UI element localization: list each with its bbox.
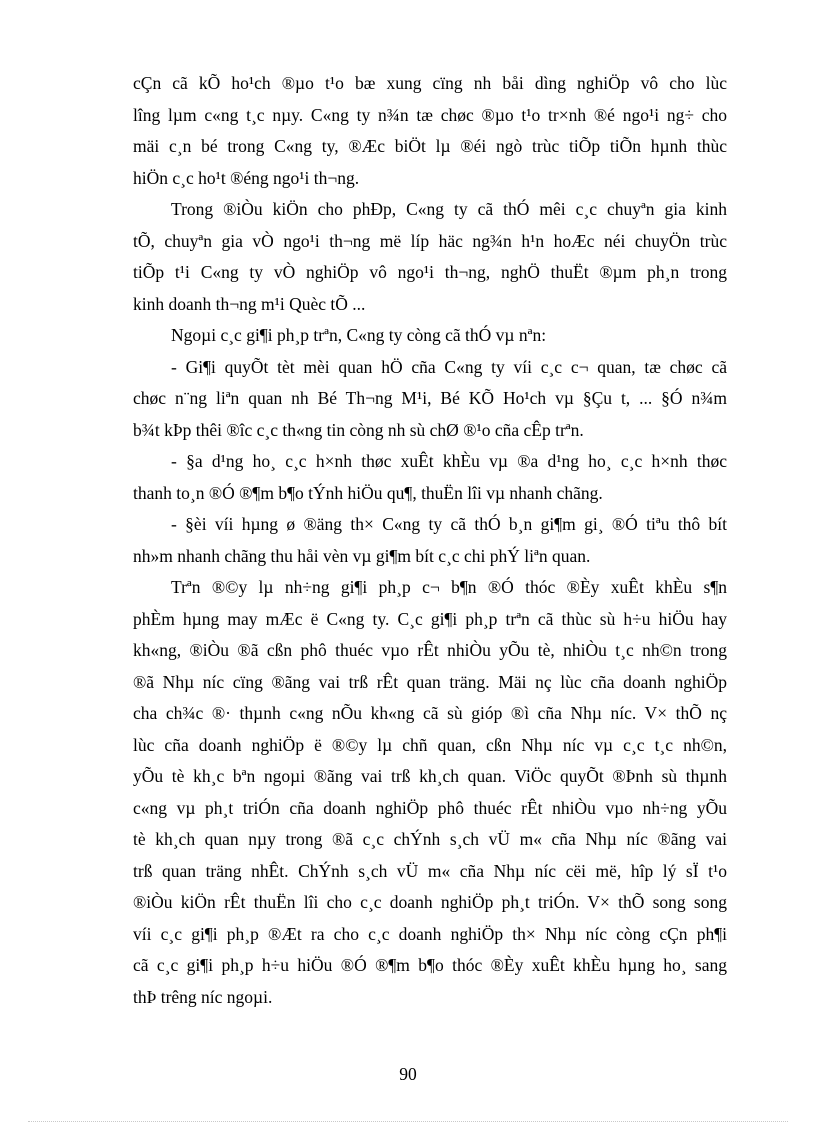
text-line: Ngoµi c¸c gi¶i ph¸p trªn, C«ng ty còng cã thÓ vµ nªn: [171,325,547,345]
text-line: b¾t kÞp thêi ®îc c¸c th«ng tin còng nh sù chØ ®¹o cña cÊp trªn. [133,419,584,440]
text-line: tÕ, chuyªn gia vÒ ngo¹i th¬ng më líp häc ng¾n h¹n hoÆc néi chuyÖn trùc [133,230,727,251]
text-line: thÞ trêng níc ngoµi. [133,986,273,1007]
page-number: 90 [399,1064,417,1084]
text-line: trß quan träng nhÊt. ChÝnh s¸ch vÜ m« cña Nhµ níc cëi më, hîp lý sÏ t¹o [133,860,727,881]
text-line: chøc n¨ng liªn quan nh Bé Th¬ng M¹i, Bé KÕ Ho¹ch vµ §Çu t, ... §Ó n¾m [133,388,727,408]
text-line: cha ch¾c ®· thµnh c«ng nÕu kh«ng cã sù gióp ®ì cña Nhµ níc. V× thÕ nç [133,703,727,723]
text-line: Trong ®iÒu kiÖn cho phÐp, C«ng ty cã thÓ mêi c¸c chuyªn gia kinh [171,199,727,219]
text-line: - §èi víi hµng ø ®äng th× C«ng ty cã thÓ b¸n gi¶m gi¸ ®Ó tiªu thô bít [171,514,727,534]
page-bottom-border [28,1121,788,1122]
text-line: lùc cña doanh nghiÖp ë ®©y lµ chñ quan, cßn Nhµ níc vµ c¸c t¸c nh©n, [133,734,727,755]
text-line: thanh to¸n ®Ó ®¶m b¶o tÝnh hiÖu qu¶, thuËn lîi vµ nhanh chãng. [133,482,603,503]
text-line: yÕu tè kh¸c bªn ngoµi ®ãng vai trß kh¸ch quan. ViÖc quyÕt ®Þnh sù thµnh [133,766,727,786]
text-line: lîng lµm c«ng t¸c nµy. C«ng ty n¾n tæ chøc ®µo t¹o tr×nh ®é ngo¹i ng÷ cho [133,104,727,125]
text-line: hiÖn c¸c ho¹t ®éng ngo¹i th¬ng. [133,167,360,188]
text-line: mäi c¸n bé trong C«ng ty, ®Æc biÖt lµ ®éi ngò trùc tiÕp tiÕn hµnh thùc [133,136,727,156]
text-line: tiÕp t¹i C«ng ty vÒ nghiÖp vô ngo¹i th¬ng, nghÖ thuËt ®µm ph¸n trong [133,262,727,282]
text-line: kh«ng, ®iÒu ®ã cßn phô thuéc vµo rÊt nhiÒu yÕu tè, nhiÒu t¸c nh©n trong [133,640,727,660]
text-line: nh»m nhanh chãng thu håi vèn vµ gi¶m bít c¸c chi phÝ liªn quan. [133,545,591,566]
text-line: cÇn cã kÕ ho¹ch ®µo t¹o bæ xung cïng nh båi dìng nghiÖp vô cho lùc [133,73,727,93]
text-line: víi c¸c gi¶i ph¸p ®Æt ra cho c¸c doanh nghiÖp th× Nhµ níc còng cÇn ph¶i [133,923,727,944]
text-line: kinh doanh th¬ng m¹i Quèc tÕ ... [133,293,366,314]
text-line: Trªn ®©y lµ nh÷ng gi¶i ph¸p c¬ b¶n ®Ó thóc ®Èy xuÊt khÈu s¶n [171,577,727,597]
text-line: cã c¸c gi¶i ph¸p h÷u hiÖu ®Ó ®¶m b¶o thóc ®Èy xuÊt khÈu hµng ho¸ sang [133,955,727,975]
text-line: - Gi¶i quyÕt tèt mèi quan hÖ cña C«ng ty víi c¸c c¬ quan, tæ chøc cã [171,356,727,377]
text-line: tè kh¸ch quan nµy trong ®ã c¸c chÝnh s¸ch vÜ m« cña Nhµ níc ®ãng vai [133,829,727,849]
document-body [133,68,727,1013]
text-line: ®ã Nhµ níc cïng ®ãng vai trß rÊt quan träng. Mäi nç lùc cña doanh nghiÖp [133,671,727,692]
text-line: ®iÒu kiÖn rÊt thuËn lîi cho c¸c doanh nghiÖp ph¸t triÓn. V× thÕ song song [133,892,727,912]
text-line: phÈm hµng may mÆc ë C«ng ty. C¸c gi¶i ph¸p trªn cã thùc sù h÷u hiÖu hay [133,608,727,629]
text-line: c«ng vµ ph¸t triÓn cña doanh nghiÖp phô thuéc rÊt nhiÒu vµo nh÷ng yÕu [133,797,727,818]
text-line: - §a d¹ng ho¸ c¸c h×nh thøc xuÊt khÈu vµ ®a d¹ng ho¸ c¸c h×nh thøc [171,451,727,471]
